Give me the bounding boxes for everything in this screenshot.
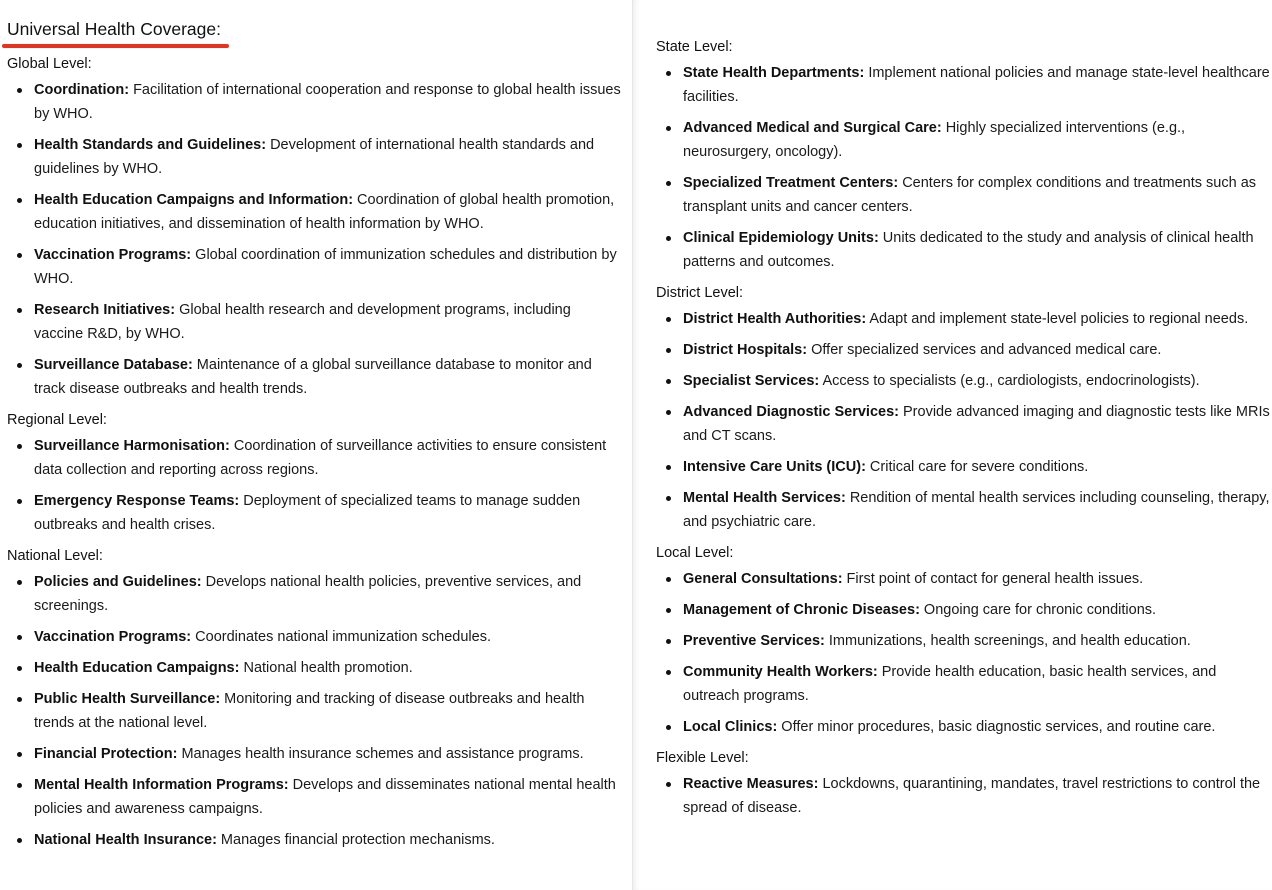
item-description: Manages health insurance schemes and assistance programs. — [177, 746, 584, 762]
list-item — [7, 243, 632, 291]
list-item — [7, 828, 632, 852]
right-panel — [632, 0, 1272, 890]
item-term: Mental Health Information Programs: — [34, 777, 289, 793]
item-description: Access to specialists (e.g., cardiologists, endocrinologists). — [819, 373, 1200, 389]
item-description: Develops and disseminates national mental health policies and awareness campaigns. — [34, 777, 616, 817]
page-title — [7, 18, 221, 46]
item-description: Coordinates national immunization schedules. — [191, 629, 491, 645]
bullet-dot-icon — [17, 580, 22, 585]
item-term: Advanced Diagnostic Services: — [683, 404, 899, 420]
item-description: Critical care for severe conditions. — [865, 459, 1089, 475]
item-term: Coordination: — [34, 82, 130, 98]
list-item — [656, 715, 1272, 739]
level-heading: National Level: — [7, 548, 103, 564]
bullet-dot-icon — [17, 666, 22, 671]
bullet-list — [656, 61, 1272, 274]
bullet-list — [656, 772, 1272, 820]
list-item — [656, 226, 1272, 274]
list-item — [656, 660, 1272, 708]
item-description: Rendition of mental health services including counseling, therapy, and psychiatric care. — [683, 490, 1270, 530]
page-title-text: Universal Health Coverage: — [7, 19, 221, 39]
level-heading: District Level: — [656, 285, 744, 301]
bullet-dot-icon — [666, 410, 671, 415]
item-term: Mental Health Services: — [683, 490, 846, 506]
bullet-dot-icon — [666, 670, 671, 675]
list-item — [656, 171, 1272, 219]
item-term: Management of Chronic Diseases: — [683, 602, 920, 618]
item-term: General Consultations: — [683, 571, 843, 587]
item-description: Manages financial protection mechanisms. — [216, 832, 495, 848]
item-description: Provide advanced imaging and diagnostic tests like MRIs and CT scans. — [683, 404, 1270, 444]
section-state — [656, 37, 1272, 274]
list-item — [7, 656, 632, 680]
bullet-dot-icon — [666, 317, 671, 322]
item-term: Vaccination Programs: — [34, 247, 192, 263]
item-description: First point of contact for general health issues. — [842, 571, 1144, 587]
bullet-dot-icon — [666, 348, 671, 353]
item-term: Health Education Campaigns and Information: — [34, 192, 354, 208]
bullet-dot-icon — [17, 308, 22, 313]
item-term: Clinical Epidemiology Units: — [683, 230, 879, 246]
section-regional — [7, 410, 632, 537]
list-item — [656, 61, 1272, 109]
bullet-dot-icon — [666, 639, 671, 644]
list-item — [7, 687, 632, 735]
item-description: Deployment of specialized teams to manage sudden outbreaks and health crises. — [34, 493, 581, 533]
item-term: Specialized Treatment Centers: — [683, 175, 899, 191]
item-term: Advanced Medical and Surgical Care: — [683, 120, 942, 136]
bullet-list — [7, 434, 632, 537]
item-description: Global health research and development programs, including vaccine R&D, by WHO. — [34, 302, 571, 342]
bullet-dot-icon — [666, 465, 671, 470]
list-item — [7, 78, 632, 126]
list-item — [656, 486, 1272, 534]
list-item — [7, 188, 632, 236]
bullet-dot-icon — [666, 725, 671, 730]
item-description: Global coordination of immunization schedules and distribution by WHO. — [34, 247, 617, 287]
item-term: Emergency Response Teams: — [34, 493, 240, 509]
bullet-dot-icon — [666, 181, 671, 186]
bullet-dot-icon — [17, 697, 22, 702]
list-item — [7, 570, 632, 618]
list-item — [656, 338, 1272, 362]
item-description: Immunizations, health screenings, and health education. — [824, 633, 1191, 649]
item-description: Offer minor procedures, basic diagnostic services, and routine care. — [777, 719, 1216, 735]
bullet-dot-icon — [17, 444, 22, 449]
list-item — [7, 742, 632, 766]
bullet-dot-icon — [17, 838, 22, 843]
item-term: Reactive Measures: — [683, 776, 819, 792]
section-district — [656, 283, 1272, 534]
list-item — [7, 434, 632, 482]
left-panel — [0, 0, 632, 890]
bullet-dot-icon — [17, 752, 22, 757]
list-item — [656, 455, 1272, 479]
item-description: Implement national policies and manage state-level healthcare facilities. — [683, 65, 1270, 105]
item-term: Preventive Services: — [683, 633, 825, 649]
list-item — [7, 133, 632, 181]
section-global — [7, 54, 632, 401]
item-term: District Health Authorities: — [683, 311, 867, 327]
item-term: Research Initiatives: — [34, 302, 176, 318]
item-term: Public Health Surveillance: — [34, 691, 221, 707]
bullet-dot-icon — [666, 577, 671, 582]
list-item — [7, 489, 632, 537]
level-heading: Local Level: — [656, 545, 734, 561]
item-description: Maintenance of a global surveillance database to monitor and track disease outbreaks and health trends. — [34, 357, 592, 397]
bullet-list — [656, 567, 1272, 739]
list-item — [7, 773, 632, 821]
item-term: Intensive Care Units (ICU): — [683, 459, 866, 475]
level-heading: Flexible Level: — [656, 750, 749, 766]
bullet-dot-icon — [17, 253, 22, 258]
item-term: Surveillance Database: — [34, 357, 193, 373]
bullet-dot-icon — [666, 496, 671, 501]
level-heading: Regional Level: — [7, 412, 107, 428]
item-term: Community Health Workers: — [683, 664, 878, 680]
list-item — [656, 598, 1272, 622]
item-term: Policies and Guidelines: — [34, 574, 202, 590]
item-term: Health Education Campaigns: — [34, 660, 240, 676]
list-item — [656, 567, 1272, 591]
list-item — [7, 298, 632, 346]
item-description: Adapt and implement state-level policies to regional needs. — [866, 311, 1249, 327]
bullet-list — [7, 570, 632, 852]
item-term: Health Standards and Guidelines: — [34, 137, 267, 153]
level-heading: State Level: — [656, 39, 733, 55]
bullet-dot-icon — [17, 363, 22, 368]
item-description: Ongoing care for chronic conditions. — [919, 602, 1157, 618]
list-item — [656, 307, 1272, 331]
bullet-list — [656, 307, 1272, 534]
bullet-dot-icon — [17, 198, 22, 203]
item-description: Coordination of surveillance activities to ensure consistent data collection and reporting across regions. — [34, 438, 607, 478]
bullet-dot-icon — [17, 635, 22, 640]
item-description: Offer specialized services and advanced medical care. — [807, 342, 1162, 358]
item-term: Financial Protection: — [34, 746, 178, 762]
bullet-dot-icon — [666, 782, 671, 787]
item-description: National health promotion. — [239, 660, 413, 676]
item-term: Vaccination Programs: — [34, 629, 192, 645]
item-term: National Health Insurance: — [34, 832, 217, 848]
bullet-dot-icon — [666, 608, 671, 613]
list-item — [7, 625, 632, 649]
item-term: Surveillance Harmonisation: — [34, 438, 230, 454]
bullet-dot-icon — [17, 88, 22, 93]
item-description: Lockdowns, quarantining, mandates, travel restrictions to control the spread of disease. — [683, 776, 1261, 816]
list-item — [656, 400, 1272, 448]
section-local — [656, 543, 1272, 739]
item-description: Provide health education, basic health services, and outreach programs. — [683, 664, 1217, 704]
section-flexible — [656, 748, 1272, 820]
bullet-dot-icon — [17, 783, 22, 788]
item-description: Development of international health standards and guidelines by WHO. — [34, 137, 595, 177]
section-national — [7, 546, 632, 852]
item-term: District Hospitals: — [683, 342, 808, 358]
bullet-dot-icon — [666, 236, 671, 241]
item-description: Develops national health policies, preventive services, and screenings. — [34, 574, 582, 614]
item-description: Coordination of global health promotion, education initiatives, and dissemination of health information by WHO. — [34, 192, 615, 232]
bullet-dot-icon — [666, 71, 671, 76]
item-description: Monitoring and tracking of disease outbreaks and health trends at the national level. — [34, 691, 585, 731]
list-item — [656, 116, 1272, 164]
bullet-dot-icon — [17, 499, 22, 504]
bullet-list — [7, 78, 632, 401]
level-heading: Global Level: — [7, 56, 92, 72]
item-description: Highly specialized interventions (e.g., neurosurgery, oncology). — [683, 120, 1186, 160]
bullet-dot-icon — [666, 126, 671, 131]
item-description: Facilitation of international cooperation and response to global health issues by WHO. — [34, 82, 621, 122]
item-term: State Health Departments: — [683, 65, 865, 81]
list-item — [656, 629, 1272, 653]
item-description: Units dedicated to the study and analysis of clinical health patterns and outcomes. — [683, 230, 1254, 270]
item-term: Local Clinics: — [683, 719, 778, 735]
item-description: Centers for complex conditions and treatments such as transplant units and cancer centers. — [683, 175, 1257, 215]
title-underline — [2, 44, 229, 48]
list-item — [656, 772, 1272, 820]
list-item — [7, 353, 632, 401]
bullet-dot-icon — [17, 143, 22, 148]
list-item — [656, 369, 1272, 393]
bullet-dot-icon — [666, 379, 671, 384]
item-term: Specialist Services: — [683, 373, 820, 389]
